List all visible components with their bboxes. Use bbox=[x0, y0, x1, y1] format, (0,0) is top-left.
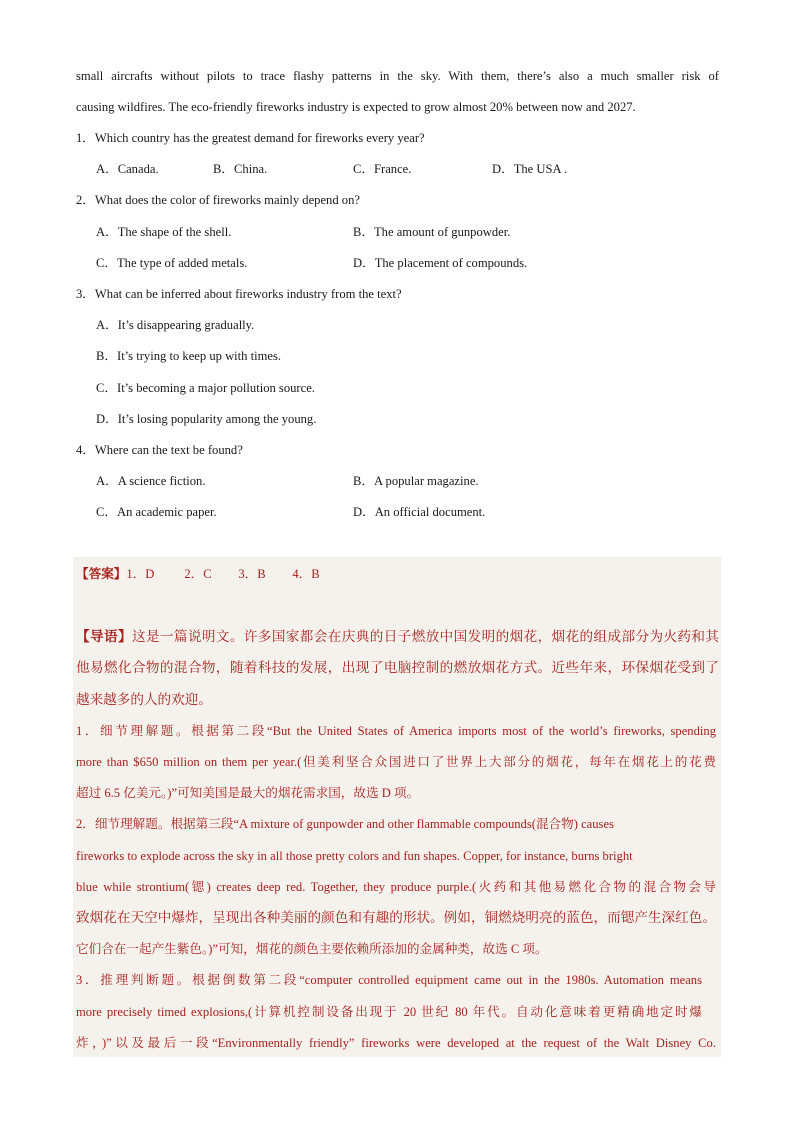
option-a: A．The shape of the shell. bbox=[96, 225, 232, 239]
option-b: B．The amount of gunpowder. bbox=[353, 225, 511, 239]
question-stem: 4．Where can the text be found? bbox=[76, 443, 243, 457]
explanation-line: 2．细节理解题。根据第三段“A mixture of gunpowder and other flammable compounds(混合物) causes bbox=[76, 817, 614, 831]
option-a: A．It’s disappearing gradually. bbox=[96, 318, 255, 332]
passage-line: small aircrafts without pilots to trace flashy patterns in the sky. With them, there’s also a much smaller risk of bbox=[76, 69, 719, 83]
explanation-line: 3．推理判断题。根据倒数第二段“computer controlled equipment came out in the 1980s. Automation means bbox=[76, 973, 702, 987]
explanation-line: 致烟花在天空中爆炸，呈现出各种美丽的颜色和有趣的形状。例如，铜燃烧明亮的蓝色，而锶产生深红色。 bbox=[76, 910, 716, 925]
option-d: D．An official document. bbox=[353, 505, 486, 519]
answer-key bbox=[76, 566, 320, 582]
question-stem: 2．What does the color of fireworks mainly depend on? bbox=[76, 193, 360, 207]
option-c: C．The type of added metals. bbox=[96, 256, 248, 270]
explanation-line: blue while strontium(锶) creates deep red. Together, they produce purple.(火药和其他易燃化合物的混合物会导 bbox=[76, 880, 716, 894]
option-c: C．It’s becoming a major pollution source. bbox=[96, 381, 315, 395]
answer-item: 3．B bbox=[238, 567, 266, 581]
explanation-line: 1．细节理解题。根据第二段“But the United States of America imports most of the world’s fireworks, spending bbox=[76, 724, 716, 738]
explanation-line: 炸，)”以及最后一段“Environmentally friendly” fireworks were developed at the request of the Walt Disney Co. bbox=[76, 1036, 716, 1050]
guide-text: 这是一篇说明文。许多国家都会在庆典的日子燃放中国发明的烟花，烟花的组成部分为火药和其 bbox=[131, 629, 720, 644]
explanation-line: more than $650 million on them per year.(但美利坚合众国进口了世界上大部分的烟花，每年在烟花上的花费 bbox=[76, 755, 716, 769]
option-b: B．China. bbox=[213, 162, 268, 176]
guide-line: 越来越多的人的欢迎。 bbox=[76, 692, 212, 707]
guide-label: 【导语】 bbox=[76, 629, 132, 644]
option-d: D．The placement of compounds. bbox=[353, 256, 528, 270]
answer-item: 2．C bbox=[184, 567, 212, 581]
question-stem: 1．Which country has the greatest demand for fireworks every year? bbox=[76, 131, 425, 145]
explanation-line: 它们合在一起产生紫色。)”可知，烟花的颜色主要依赖所添加的金属种类，故选 C 项。 bbox=[76, 942, 548, 956]
answer-label: 【答案】 bbox=[76, 567, 127, 581]
option-b: B．It’s trying to keep up with times. bbox=[96, 349, 282, 363]
option-c: C．An academic paper. bbox=[96, 505, 217, 519]
guide-line: 他易燃化合物的混合物，随着科技的发展，出现了电脑控制的燃放烟花方式。近些年来，环保烟花受到了 bbox=[76, 660, 719, 675]
explanation-line: fireworks to explode across the sky in all those pretty colors and fun shapes. Copper, for instance, burns bright bbox=[76, 849, 633, 863]
option-b: B．A popular magazine. bbox=[353, 474, 479, 488]
explanation-line: more precisely timed explosions,(计算机控制设备出现于 20 世纪 80 年代。自动化意味着更精确地定时爆 bbox=[76, 1005, 702, 1019]
answer-item: 4．B bbox=[292, 567, 320, 581]
option-a: A．A science fiction. bbox=[96, 474, 206, 488]
guide-line bbox=[76, 629, 719, 645]
passage-line: causing wildfires. The eco-friendly fireworks industry is expected to grow almost 20% between now and 2027. bbox=[76, 100, 636, 114]
option-d: D．The USA . bbox=[492, 162, 568, 176]
answer-item: 1．D bbox=[126, 567, 155, 581]
explanation-line: 超过 6.5 亿美元。)”可知美国是最大的烟花需求国，故选 D 项。 bbox=[76, 786, 420, 800]
question-stem: 3．What can be inferred about fireworks industry from the text? bbox=[76, 287, 402, 301]
option-d: D．It’s losing popularity among the young. bbox=[96, 412, 317, 426]
option-c: C．France. bbox=[353, 162, 412, 176]
option-a: A．Canada. bbox=[96, 162, 159, 176]
